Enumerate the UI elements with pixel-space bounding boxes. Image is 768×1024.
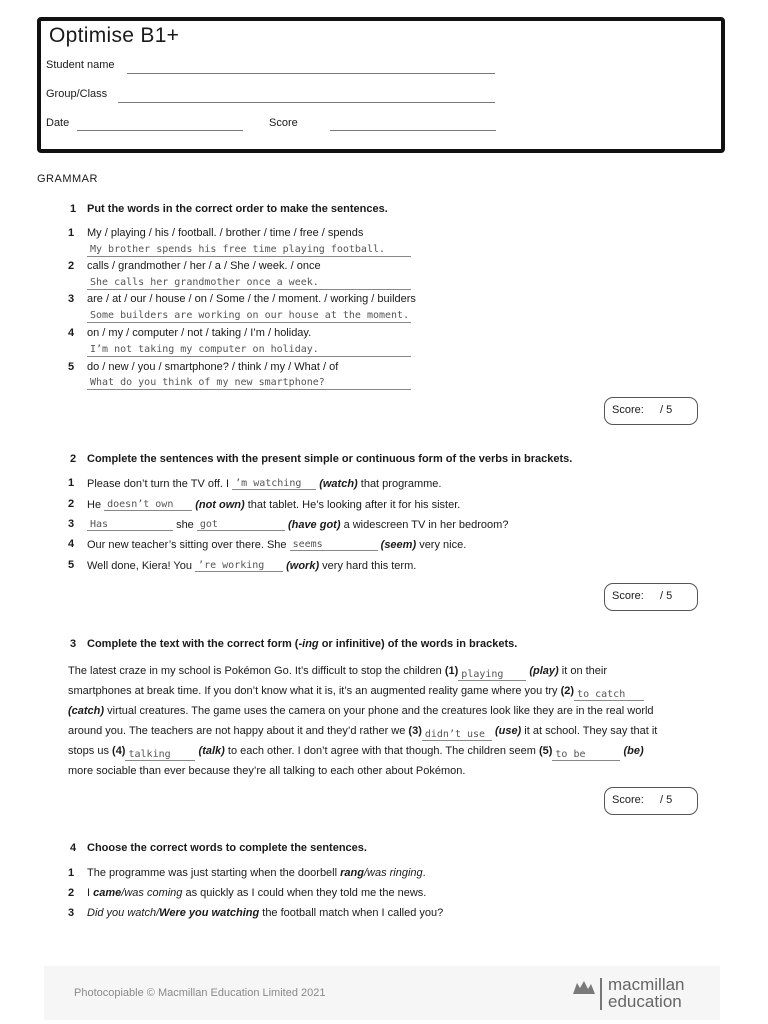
- exercise-instruction: Complete the text with the correct form (: [87, 638, 299, 650]
- exercise-1-heading: [70, 203, 388, 215]
- option-choice[interactable]: Were you watching: [159, 907, 260, 919]
- macmillan-logo-icon: [572, 979, 596, 995]
- gap-number: (1): [444, 665, 459, 677]
- header-box: [37, 17, 725, 153]
- exercise-number: 1: [70, 203, 77, 215]
- group-class-label: Group/Class: [46, 88, 108, 100]
- date-field[interactable]: [77, 130, 243, 131]
- verb-prompt: (seem): [380, 539, 417, 551]
- sentence-text: Our new teacher’s sitting over there. She: [87, 539, 287, 551]
- option-choice[interactable]: Did you watch: [87, 907, 157, 919]
- footer: [44, 966, 720, 1020]
- item-number: 5: [68, 559, 75, 571]
- option-choice[interactable]: was coming: [124, 887, 183, 899]
- option-separator: /: [156, 907, 160, 919]
- item-number: 2: [68, 887, 75, 899]
- gap-number: (2): [560, 685, 575, 697]
- group-class-field[interactable]: [118, 102, 495, 103]
- text-segment: to each other. I don’t agree with that though. The children seem: [227, 745, 536, 757]
- score-box[interactable]: [604, 397, 698, 425]
- word-prompt: on / my / computer / not / taking / I’m / holiday.: [87, 327, 312, 339]
- score-label: Score:: [612, 590, 644, 602]
- sentence-text: Please don’t turn the TV off. I: [87, 478, 230, 490]
- word-prompt: My / playing / his / football. / brother / time / free / spends: [87, 227, 364, 239]
- sentence: [87, 477, 441, 490]
- text-line: [68, 741, 698, 761]
- text-line: [68, 761, 698, 781]
- sentence: [87, 498, 460, 511]
- item-number: 4: [68, 538, 75, 550]
- exercise-instruction: Put the words in the correct order to make the sentences.: [87, 203, 388, 215]
- answer-field[interactable]: ’re working: [195, 559, 283, 572]
- answer-field[interactable]: didn’t use: [422, 728, 492, 741]
- answer-field[interactable]: talking: [125, 748, 195, 761]
- score-label: Score: [269, 117, 298, 129]
- sentence: [87, 559, 416, 572]
- text-segment: it on their: [561, 665, 608, 677]
- sentence-text: very hard this term.: [322, 560, 417, 572]
- text-segment: it at school. They say that it: [524, 725, 658, 737]
- sentence: [87, 538, 466, 551]
- option-choice[interactable]: came: [93, 887, 122, 899]
- logo-divider: [600, 978, 602, 1010]
- item-number: 3: [68, 518, 75, 530]
- exercise-instruction: -ing: [298, 638, 319, 650]
- option-separator: /: [363, 867, 368, 879]
- score-label: Score:: [612, 794, 644, 806]
- score-max: / 5: [660, 404, 673, 416]
- verb-prompt: (work): [286, 560, 320, 572]
- text-segment: more sociable than ever because they’re all talking to each other about Pokémon.: [68, 765, 466, 777]
- sentence: [87, 887, 426, 899]
- exercise-number: 2: [70, 453, 77, 465]
- sentence: [87, 867, 426, 879]
- exercise-3-heading: [70, 638, 517, 650]
- sentence-text: very nice.: [419, 539, 467, 551]
- word-prompt: do / new / you / smartphone? / think / my / What / of: [87, 361, 339, 373]
- verb-prompt: (talk): [198, 745, 225, 757]
- sentence-text: I: [87, 887, 94, 899]
- sentence-text: The programme was just starting when the doorbell: [87, 867, 341, 879]
- verb-prompt: (have got): [287, 519, 341, 531]
- item-number: 2: [68, 498, 75, 510]
- verb-prompt: (catch): [68, 705, 105, 717]
- text-segment: stops us: [68, 745, 109, 757]
- sentence-text: the football match when I called you?: [259, 907, 444, 919]
- verb-prompt: (watch): [319, 478, 358, 490]
- sentence: [87, 907, 443, 919]
- date-label: Date: [46, 117, 70, 129]
- section-label: GRAMMAR: [37, 173, 98, 185]
- sentence-text: Well done, Kiera! You: [87, 560, 192, 572]
- item-number: 1: [68, 227, 75, 239]
- answer-field[interactable]: ’m watching: [232, 477, 316, 490]
- sentence-text: that programme.: [360, 478, 442, 490]
- gap-number: (3): [408, 725, 422, 737]
- macmillan-logo: [572, 975, 722, 1015]
- verb-prompt: (not own): [195, 499, 245, 511]
- verb-prompt: (be): [623, 745, 644, 757]
- word-prompt: are / at / our / house / on / Some / the / moment. / working / builders: [87, 293, 416, 305]
- copyright-text: Photocopiable © Macmillan Education Limited 2021: [74, 987, 326, 999]
- score-box[interactable]: [604, 583, 698, 611]
- student-name-label: Student name: [46, 59, 115, 71]
- exercise-number: 4: [70, 842, 77, 854]
- gap-fill-text: [68, 661, 698, 781]
- sentence-text: as quickly as I could when they told me the news.: [182, 887, 427, 899]
- score-label: Score:: [612, 404, 644, 416]
- answer-field[interactable]: got: [197, 518, 285, 531]
- student-name-field[interactable]: [127, 73, 495, 74]
- item-number: 5: [68, 361, 75, 373]
- answer-field[interactable]: Has: [87, 518, 173, 531]
- exercise-2-heading: [70, 453, 572, 465]
- gap-number: (5): [538, 745, 553, 757]
- text-line: [68, 701, 698, 721]
- answer-field[interactable]: to be: [552, 748, 620, 761]
- item-number: 1: [68, 477, 75, 489]
- item-number: 1: [68, 867, 75, 879]
- answer-field[interactable]: My brother spends his free time playing football.: [87, 243, 411, 257]
- sentence-text: .: [422, 867, 426, 879]
- text-line: [68, 721, 698, 741]
- brand-line-1: macmillan: [608, 975, 685, 994]
- score-field[interactable]: [330, 130, 496, 131]
- text-line: [68, 661, 698, 681]
- text-segment: smartphones at break time. If you don’t know what it is, it’s an augmented reality game where you try: [68, 685, 558, 697]
- sentence-text: she: [176, 519, 194, 531]
- exercise-instruction: Complete the sentences with the present simple or continuous form of the verbs in brackets.: [87, 453, 573, 465]
- answer-field[interactable]: Some builders are working on our house at the moment.: [87, 309, 411, 323]
- answer-field[interactable]: doesn’t own: [104, 498, 192, 511]
- score-box[interactable]: [604, 787, 698, 815]
- item-number: 3: [68, 293, 75, 305]
- item-number: 2: [68, 260, 75, 272]
- option-separator: /: [121, 887, 125, 899]
- answer-field[interactable]: playing: [458, 668, 526, 681]
- verb-prompt: (play): [529, 665, 559, 677]
- option-choice[interactable]: was ringing: [367, 867, 423, 879]
- option-choice[interactable]: rang: [340, 867, 364, 879]
- score-max: / 5: [660, 794, 673, 806]
- brand-name: [608, 976, 685, 1010]
- text-segment: around you. The teachers are not happy about it and they’d rather we: [68, 725, 406, 737]
- exercise-number: 3: [70, 638, 77, 650]
- item-number: 3: [68, 907, 75, 919]
- brand-line-2: education: [608, 992, 682, 1011]
- answer-field[interactable]: What do you think of my new smartphone?: [87, 376, 411, 390]
- sentence-text: that tablet. He’s looking after it for his sister.: [247, 499, 461, 511]
- page-title: Optimise B1+: [49, 24, 180, 47]
- word-prompt: calls / grandmother / her / a / She / week. / once: [87, 260, 321, 272]
- text-segment: virtual creatures. The game uses the camera on your phone and the creatures look like they are in the real world: [107, 705, 654, 717]
- exercise-4-heading: [70, 842, 367, 854]
- answer-field[interactable]: I’m not taking my computer on holiday.: [87, 343, 411, 357]
- text-segment: The latest craze in my school is Pokémon Go. It’s difficult to stop the children: [68, 665, 442, 677]
- score-max: / 5: [660, 590, 673, 602]
- sentence-text: He: [87, 499, 102, 511]
- sentence-text: a widescreen TV in her bedroom?: [343, 519, 509, 531]
- exercise-instruction: Choose the correct words to complete the sentences.: [87, 842, 367, 854]
- answer-field[interactable]: to catch: [574, 688, 644, 701]
- sentence: [87, 518, 508, 531]
- answer-field[interactable]: She calls her grandmother once a week.: [87, 276, 411, 290]
- gap-number: (4): [112, 745, 126, 757]
- answer-field[interactable]: seems: [290, 538, 378, 551]
- exercise-instruction: or infinitive) of the words in brackets.: [318, 638, 518, 650]
- item-number: 4: [68, 327, 75, 339]
- text-line: [68, 681, 698, 701]
- verb-prompt: (use): [494, 725, 522, 737]
